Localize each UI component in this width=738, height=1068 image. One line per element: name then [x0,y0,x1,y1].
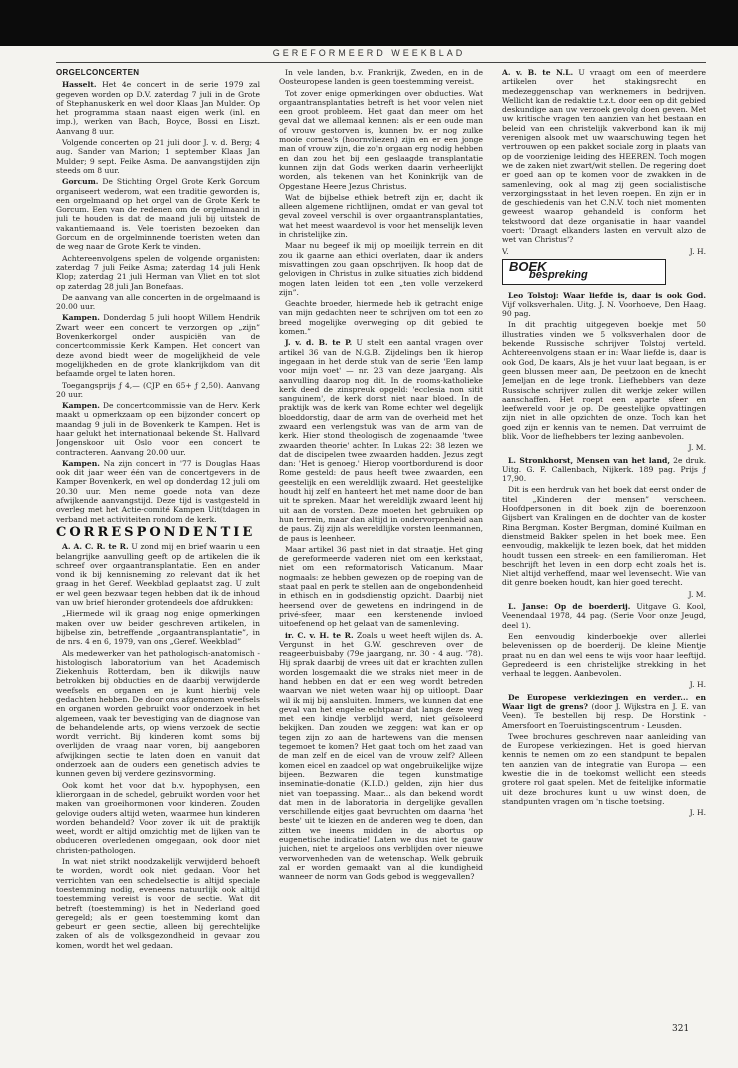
gorcum-text-3: De aanvang van alle concerten in de orgelmaand is 20.00 uur. [56,292,260,312]
kampen3-place: Kampen. [62,458,100,468]
irc-heading: ir. C. v. H. te R. [285,630,354,640]
hasselt-paragraph [56,80,260,136]
b4-heading: De Europese verkiezingen en verder... en Waar ligt de grens? [502,692,706,711]
running-head: GEREFORMEERD WEEKBLAD [272,48,466,58]
jvd-text-1: U stelt een aantal vragen over artikel 36 van de N.G.B. Zijdelings ben ik hierop ingegaan in het derde stuk van de serie 'Een lamp voor mijn voet' — nr. 23 van deze jaargang. Als aanvulling daarop nog dit. In de rooms-katholieke kerk deed de zinspreuk opgeld: 'ecclesia non sitit sanguinem', de kerk dorst niet naar bloed. In de praktijk was de kerk van Rome echter wel degelijk bloeddorstig, daar de arm van de overheid met het zwaard een verlengstuk was van de arm van de kerk. Hier stond theologisch de zogenaamde 'twee zwaarden theorie' achter. In Lukas 22: 38 lezen we dat de discipelen twee zwaarden hadden. Jezus zegt dan: 'Het is genoeg.' Hierop voortbordurend is door Rome gesteld: de paus heeft twee zwaarden, een geestelijk en een wereldlijk zwaard. Het geestelijke houdt hij zelf en hanteert het met name door de ban uit te spreken. Maar het wereldlijk zwaard leent hij uit aan de vorsten. Deze moeten het gebruiken op hun terrein, maar dan altijd in ondervorpenheid aan de paus. Zij zijn als wereldlijke vorsten leenmannen, de paus is leenheer. [279,338,483,543]
kampen2-place: Kampen. [62,401,100,411]
avb-signature [502,247,706,256]
b2-meta: 2e druk. Uitg. G. F. Callenbach, Nijkerk. 189 pag. Prijs ƒ 17,90. [502,455,706,484]
boek-banner-line2: bespreking [529,269,588,282]
correspondentie-banner: CORRESPONDENTIE [56,524,256,540]
aac-text-5: In wat niet strikt noodzakelijk verwijderd behoeft te worden, wordt ook niet gedaan. Voor het verrichten van een schedelsectie is altijd speciale toestemming nodig, eveneens natuurlijk ook altijd toestemming vereist is voor de sectie. Wat dit betreft (toestemming) is het in Nederland goed geregeld; als er geen toestemming komt dan gebeurt er geen sectie, alleen bij gerechtelijke zaken of als de volksgezondheid in gevaar zou komen, wordt het wel gedaan. [56,857,260,950]
b1-meta: Vijf volksverhalen. Uitg. J. N. Voorhoeve, Den Haag. 90 pag. [502,299,706,319]
kampen1-paragraph [56,313,260,378]
column-2 [279,68,483,1028]
aac-text-7: Tot zover enige opmerkingen over obducties. Wat orgaantransplantaties betreft is het voor velen niet een groot probleem. Het gaat dan meer om het geval dat we allemaal kennen: als er een oude man of vrouw gestorven is, kunnen bv. er nog zulke mooie cornea's (hoornvliezen) zijn en er een jonge man of vrouw zijn, die zo'n orgaan erg nodig hebben en dan zou het bij een geslaagde transplantatie kunnen zijn dat Gods werken daarin verheerlijkt worden, als tekenen van het Koninkrijk van de Opgestane Heere Jezus Christus. [279,88,483,191]
aac-text-8: Wat de bijbelse ethiek betreft zijn er, dacht ik alleen algemene richtlijnen, omdat er van geval tot geval zoveel verschil is over orgaantransplantaties, wat het meest waardevol is voor het menselijk leven in christelijke zin. [279,192,483,240]
kampen2-paragraph [56,401,260,457]
b3-text: Een eenvoudig kinderboekje over allerlei belevenissen op de boerderij. De kleine Mientje praat nu en dan wel eens te wijs voor haar leeftijd. Gepredeerd is een christelijke strekking in het verhaal te leggen. Aanbevolen. [502,631,706,679]
b2-heading: L. Stronkhorst, Mensen van het land, [508,455,671,465]
aac-heading: A. A. C. R. te R. [62,542,129,552]
boekbespreking-banner [502,259,666,285]
kampen1-place: Kampen. [62,313,100,323]
gorcum-paragraph [56,177,260,251]
avb-text-1: U vraagt om een of meerdere artikelen over het stakingsrecht en medezeggenschap van werknemers in bedrijven. Wellicht kan de redaktie t.z.t. door een op dit gebied deskundige aan uw verzoek gevolg doen geven. Met uw kritische vragen ten aanzien van het bestaan en beleid van een christelijk vakverbond kan ik mij verenigen alsook met uw waarschuwing tegen het vertrouwen op een pakket sociale zorg in plaats van op de voorzienige leiding des HEEREN. Toch mogen we de zaken niet zwart/wit stellen. De regering doet er goed aan op te komen voor de zwakken in de samenleving, ook al mag zij geen socialistische verzorgingsstaat in het leven roepen. En zijn er in de geschiedenis van het C.N.V. toch niet momenten geweest waarop gehandeld is conform het tekstwoord dat deze organisatie in haar vaandel voert: 'Draagt elkanders lasten en vervult alzo de wet van Christus'? [502,68,706,245]
b4-text: Twee brochures geschreven naar aanleiding van de Europese verkiezingen. Het is goed hiervan kennis te nemen om zo een standpunt te bepalen ten aanzien van de integratie van Europa — een kwestie die in de toekomst wellicht een steeds grotere rol gaat spelen. Met de feitelijke informatie uit deze brochures kunt u uw winst doen, de standpunten vragen om 'n tische toetsing. [502,731,706,806]
b3-paragraph [502,602,706,630]
column-3 [502,68,706,1028]
orgelconcerten-title: ORGELCONCERTEN [56,68,140,77]
jvd-text-2: Maar artikel 36 past niet in dat straatje. Het ging de gereformeerde vaderen niet om een kerkstaat, niet om een reformatorisch Vaticanum. Maar nogmaals: ze hebben gewezen op de roeping van de staat paal en perk te stellen aan de ongebondenheid in ethisch en in godsdienstig opzicht. Daarbij niet heersend over de gewetens en indringend in de privé-sfeer, maar een kerstenende invloed uitoefenend op het gelaat van de samenleving. [279,544,483,629]
page-number: 321 [672,1024,690,1034]
signature-jh: J. H. [689,246,706,256]
aac-text-10: Geachte broeder, hiermede heb ik getracht enige van mijn gedachten neer te schrijven om tot een zo breed mogelijke overweging op dit gebied te komen.” [279,299,483,337]
gorcum-text-1: De Stichting Orgel Grote Kerk Gorcum organiseert wederom, wat een traditie geworden is, een orgelmaand op het orgel van de Grote Kerk te Gorcum. Een van de redenen om de orgelmaand in juli te houden is dat de maand juli bij uitstek de vakantiemaand is. Vele toeristen bezoeken dan Gorcum en de orgelminnende toeristen weten dan de weg naar de Grote Kerk te vinden. [56,177,260,252]
aac-text-2: „Hiermede wil ik graag nog enige opmerkingen maken over uw beider geschreven artikelen, in bijbelse zin, betreffende „orgaantransplantatie”, in de nrs. 4 en 6, 1979, van ons „Geref. Weekblad” [56,609,260,647]
aac-text-3: Als medewerker van het pathologisch-anatomisch -histologisch laboratorium van het Academisch Ziekenhuis Rotterdam, ben ik dikwijls nauw betrokken bij obducties en de daarbij verwijderde weefsels en organen en je kunt hierbij vele gedachten hebben. De door ons afgenomen weefsels en organen worden gebruikt voor onderzoek in het algemeen, vaak ter bevestiging van de diagnose van de behandelende arts, op wiens verzoek de sectie wordt verricht. Bij kinderen komt soms bij overlijden de vraag naar voren, bij aangeboren afwijkingen sectie te laten doen en vanuit dat onderzoek aan de ouders een genetisch advies te kunnen geven bij verdere gezinsvorming. [56,648,260,779]
kampen1-text-2: Toegangsprijs ƒ 4,— (CJP en 65+ ƒ 2,50). Aanvang 20 uur. [56,380,260,399]
b2-paragraph [502,456,706,484]
kampen1-text-1: Donderdag 5 juli hoopt Willem Hendrik Zwart weer een concert te verzorgen op „zijn” Bovenkerkorgel onder auspiciën van de concertcommissie Kerk Kampen. Het concert van deze avond biedt weer de mogelijkheid de vele mogelijkheden en de grote klankrijkdom van dit befaamde orgel te laten horen. [56,313,260,379]
irc-text-1: Zoals u weet heeft wijlen ds. A. Vergunst in het G.W. geschreven over de reageerbuisbaby (79e jaargang, nr. 30 - 4 aug. '78). Hij sprak daarbij de vrees uit dat er krachten zullen worden losgemaakt die we straks niet meer in de hand hebben en dat er een weg wordt betreden waarvan we niet weten waar hij op uitloopt. Daar wil ik mij bij aansluiten. Immers, we kunnen dat ene geval van het engelse echtpaar dat langs deze weg met een kindje verblijd werd, niet geïsoleerd bekijken. Dan zouden we zeggen: wat kan er op tegen zijn zo aan de hartewens van die mensen tegemoet te komen? Het gaat toch om het zaad van de man zelf en de eicel van de vrouw zelf? Alleen komen eicel en zaadcel op wat ongebruikelijke wijze bijeen. Bezwaren die tegen kunstmatige inseminatie-donatie (K.I.D.) gelden, zijn hier dus niet van toepassing. Maar... als dan bekend wordt dat men in de laboratoria in dergelijke gevallen verschillende eitjes gaat bevruchten om daarna 'het beste' uit te kiezen en de anderen weg te doen, dan zitten we ineens midden in de abortus op eugenetische indicatie! Laten we dus niet te gauw juichen, niet te argeloos ons verblijden over nieuwe verworvenheden van de wetenschap. Welk gebruik zal er worden gemaakt van al die kundigheid wanneer de norm van Gods gebod is weggevallen? [279,630,483,882]
aac-text-9: Maar nu begeef ik mij op moeilijk terrein en dit zou ik gaarne aan ethici overlaten, daar ik anders misvattingen zou gaan opschrijven. Ik hoop dat de gelovigen in Christus in zulke situaties zich biddend mogen laten leiden tot een „ten volle verzekerd zijn”. [279,241,483,297]
hasselt-text-1: Het 4e concert in de serie 1979 zal gegeven worden op D.V. zaterdag 7 juli in de Grote of Stephanuskerk en wel door Klaas Jan Mulder. Op het programma staan naast eigen werk (inl. en imp.), werken van Bach, Boyce, Bossi en Liszt. Aanvang 8 uur. [56,80,260,136]
aac-text-4: Ook komt het voor dat b.v. hypophysen, een klierorgaan in de schedel, gebruikt worden voor het maken van groeihormonen voor kinderen. Zouden gelovige ouders altijd weten, waarmee hun kinderen worden behandeld? Voor zover ik uit de praktijk weet, wordt er altijd omzichtig met de lijken van te obduceren overledenen omgegaan, ook door niet christen-pathologen. [56,780,260,855]
kampen3-paragraph [56,459,260,524]
b3-heading: L. Janse: Op de boerderij. [508,602,631,612]
column-1 [56,68,260,1028]
gorcum-text-2: Achtereenvolgens spelen de volgende organisten: zaterdag 7 juli Feike Asma; zaterdag 14 juli Henk Klop; zaterdag 21 juli Herman van Vliet en tot slot op zaterdag 28 juli Jan Bonefaas. [56,253,260,291]
avb-heading: A. v. B. te N.L. [502,68,574,77]
aac-text-6: In vele landen, b.v. Frankrijk, Zweden, en in de Oosteuropese landen is geen toestemming vereist. [279,68,483,87]
aac-paragraph [56,542,260,607]
b2-text: Dit is een herdruk van het boek dat eerst onder de titel „Kinderen der mensen” verscheen. Hoofdpersonen in dit boek zijn de boerenzoon Gijsbert van Kralingen en de dochter van de koster Rina Bergman. Koster Bergman, dominé Kuilman en dienstmeid Bakker spelen in het boek mee. Een eenvoudig, makkelijk te lezen boek, dat het midden houdt tussen een streek- en een familieroman. Het beschrijft het leven in een dorp echt zoals het is. Niet altijd verheffend, maar wel levensecht. Wie van dit genre boeken houdt, kan hier goed terecht. [502,485,706,588]
b1-paragraph [502,291,706,319]
scan-black-border [0,0,738,46]
b2-signature: J. M. [688,589,706,599]
b3-meta: Uitgave G. Kool, Veenendaal 1978, 44 pag. (Serie Voor onze Jeugd, deel 1). [502,602,706,630]
signature-v: V. [502,246,509,256]
gorcum-place: Gorcum. [62,177,99,187]
hasselt-text-2: Volgende concerten op 21 juli door J. v. d. Berg; 4 aug. Sander van Marion; 1 september Klaas Jan Mulder; 9 sept. Feike Asma. De aanvangstijden zijn steeds om 8 uur. [56,138,260,175]
kampen2-text-1: De concertcommissie van de Herv. Kerk maakt u opmerkzaam op een bijzonder concert op maandag 9 juli in de Bovenkerk te Kampen. Het is haar gelukt het internationaal bekende St. Hallvard Jongenskoor uit Oslo voor een concert te contracteren. Aanvang 20.00 uur. [56,401,260,457]
avb-paragraph [502,68,706,245]
header-rule [56,62,706,63]
b4-meta: (door J. Wijkstra en J. E. van Veen). Te bestellen bij resp. De Horstink - Amersfoort en Toeruistingscentrum - Leusden. [502,702,706,730]
b1-signature: J. M. [688,443,706,453]
b1-text: In dit prachtig uitgegeven boekje met 50 illustraties vinden we 5 volksverhalen door de bekende Russische schrijver Tolstoj verteld. Achtereenvolgens staan er in: Waar liefde is, daar is ook God, De kaars, Als je het vuur laat begaan, is er geen blussen meer aan, De peetzoon en de knecht Jemeljan en de lege tronk. Liefhebbers van deze Russische schrijver zullen dit werkje zeker willen aanschaffen. Het roept een aparte sfeer en leefwereld voor je op. De geestelijke opvattingen zijn niet in alle opzichten de onze. Toch kan het goed zijn er kennis van te nemen. Dat verruimt de blik. Voor de liefhebbers ter lezing aanbevolen. [502,320,706,441]
b4-paragraph [502,693,706,730]
irc-paragraph [279,631,483,882]
b1-heading: Leo Tolstoj: Waar liefde is, daar is ook God. [508,290,706,300]
aac-text-1: U zond mij en brief waarin u een belangrijke aanvulling geeft op de artikelen die ik schreef over orgaantransplantatie. Een en ander vond ik bij kennisneming zo relevant dat ik het graag in het Geref. Weekblad geplaatst zag. U zult er wel geen bezwaar tegen hebben dat ik de inhoud van uw brief hieronder grotendeels doe afdrukken: [56,542,260,608]
boek-banner-line1: BOEK [509,258,547,274]
b3-signature: J. H. [689,680,706,690]
jvd-paragraph [279,338,483,543]
hasselt-place: Hasselt. [62,80,97,90]
kampen3-text-1: Na zijn concert in '77 is Douglas Haas ook dit jaar weer één van de concertgevers in de Kamper Bovenkerk, en wel op donderdag 12 juli om 20.30 uur. Men neme goede nota van deze afwijkende aanvangstijd. Deze tijd is vastgesteld in overleg met het Actie-comité Kampen Uit(tdagen in verband met activiteiten rondom de kerk. [56,458,260,524]
b4-signature: J. H. [689,808,706,818]
jvd-heading: J. v. d. B. te P. [285,338,353,348]
